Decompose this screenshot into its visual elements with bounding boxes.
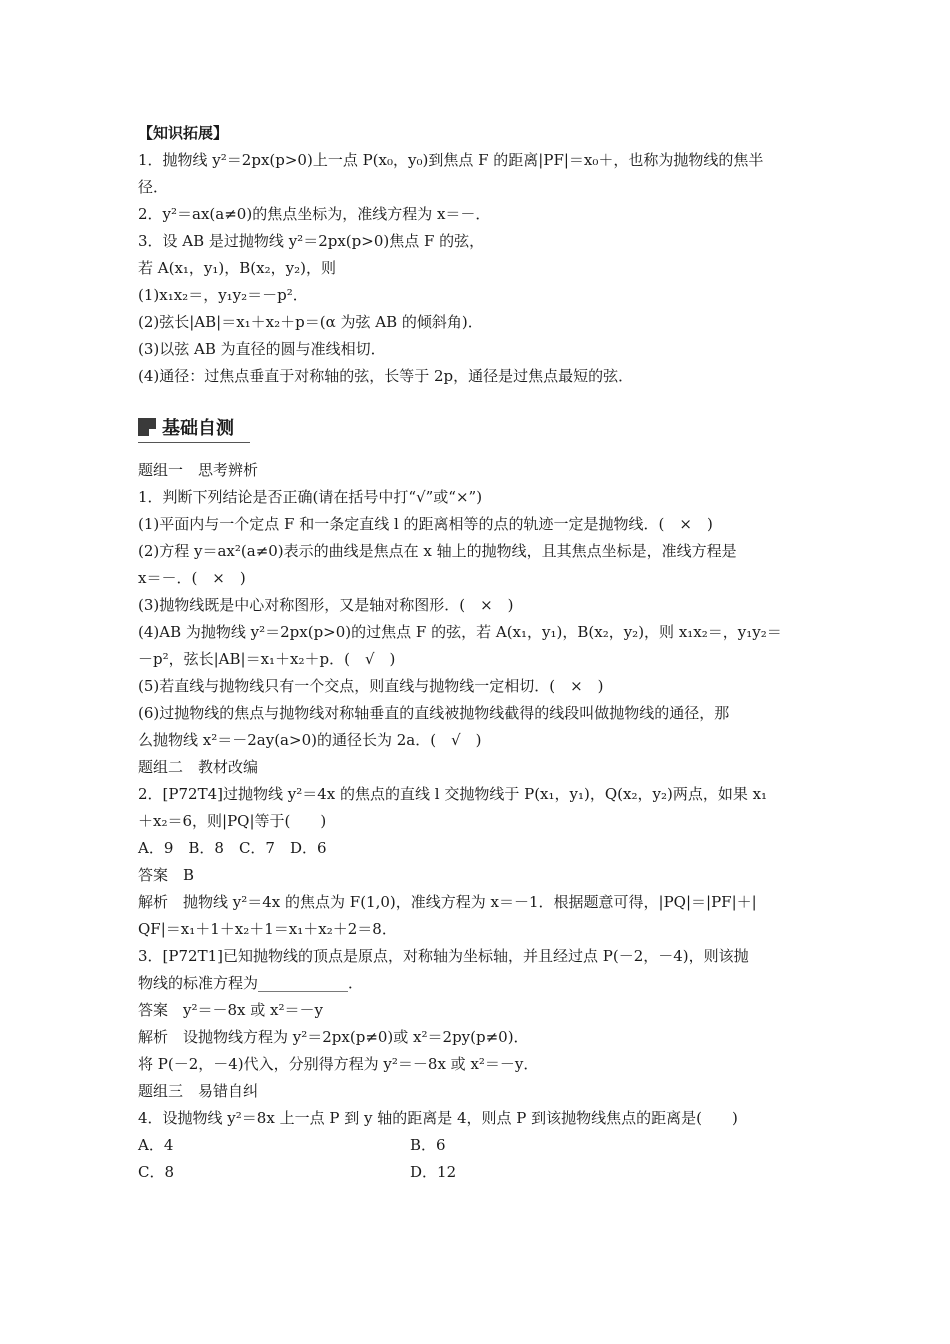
question-line: x＝－．( × ) (138, 569, 246, 587)
ext-line: (3)以弦 AB 为直径的圆与准线相切． (138, 340, 386, 358)
answer-line: 答案 y²＝－8x 或 x²＝－y (138, 1001, 323, 1019)
question-line: (5)若直线与抛物线只有一个交点，则直线与抛物线一定相切．( × ) (138, 677, 604, 695)
question-line: (4)AB 为抛物线 y²＝2px(p>0)的过焦点 F 的弦，若 A(x₁，y₁)，B(x₂，y₂)，则 x₁x₂＝，y₁y₂＝ (138, 623, 782, 641)
group-heading: 题组二 教材改编 (138, 758, 259, 776)
analysis-line: 将 P(－2，－4)代入，分别得方程为 y²＝－8x 或 x²＝－y． (138, 1055, 539, 1073)
question-line: 4．设抛物线 y²＝8x 上一点 P 到 y 轴的距离是 4，则点 P 到该抛物线焦点的距离是( ) (138, 1109, 738, 1127)
analysis-line: 解析 设抛物线方程为 y²＝2px(p≠0)或 x²＝2py(p≠0)． (138, 1028, 529, 1046)
answer-line: 答案 B (138, 866, 195, 884)
ext-line: 3．设 AB 是过抛物线 y²＝2px(p>0)焦点 F 的弦， (138, 232, 485, 250)
section-header (138, 414, 234, 440)
option-a: A．4 (138, 1136, 174, 1154)
option-b: B．6 (410, 1136, 446, 1154)
question-line: (3)抛物线既是中心对称图形，又是轴对称图形．( × ) (138, 596, 514, 614)
group-heading: 题组一 思考辨析 (138, 461, 259, 479)
section-title: 基础自测 (162, 418, 234, 439)
knowledge-extension-heading: 【知识拓展】 (138, 124, 229, 142)
analysis-line: 解析 抛物线 y²＝4x 的焦点为 F(1,0)，准线方程为 x＝－1．根据题意可得，|PQ|＝|PF|＋| (138, 893, 757, 911)
group-heading: 题组三 易错自纠 (138, 1082, 259, 1100)
question-line: ＋x₂＝6，则|PQ|等于( ) (138, 812, 327, 830)
ext-line: (2)弦长|AB|＝x₁＋x₂＋p＝(α 为弦 AB 的倾斜角)． (138, 313, 483, 331)
ext-line: 1．抛物线 y²＝2px(p>0)上一点 P(x₀，y₀)到焦点 F 的距离|PF|＝x₀＋，也称为抛物线的焦半 (138, 151, 764, 169)
section-underline (138, 442, 250, 443)
ext-line: (1)x₁x₂＝，y₁y₂＝－p²． (138, 286, 308, 304)
question-line: 3．[P72T1]已知抛物线的顶点是原点，对称轴为坐标轴，并且经过点 P(－2，－4)，则该抛 (138, 947, 749, 965)
question-line: (1)平面内与一个定点 F 和一条定直线 l 的距离相等的点的轨迹一定是抛物线．( × ) (138, 515, 713, 533)
question-line: －p²，弦长|AB|＝x₁＋x₂＋p．( √ ) (138, 650, 396, 668)
ext-line: 2．y²＝ax(a≠0)的焦点坐标为，准线方程为 x＝－． (138, 205, 491, 223)
options-line: A．9 B．8 C．7 D．6 (138, 839, 327, 857)
question-line: 2．[P72T4]过抛物线 y²＝4x 的焦点的直线 l 交抛物线于 P(x₁，y₁)，Q(x₂，y₂)两点，如果 x₁ (138, 785, 768, 803)
option-c: C．8 (138, 1163, 175, 1181)
ext-line: 若 A(x₁，y₁)，B(x₂，y₂)，则 (138, 259, 336, 277)
option-d: D．12 (410, 1163, 457, 1181)
question-line: (6)过抛物线的焦点与抛物线对称轴垂直的直线被抛物线截得的线段叫做抛物线的通径，那 (138, 704, 730, 722)
ext-line: 径． (138, 178, 169, 196)
ext-line: (4)通径：过焦点垂直于对称轴的弦，长等于 2p，通径是过焦点最短的弦． (138, 367, 634, 385)
question-line: 么抛物线 x²＝－2ay(a>0)的通径长为 2a．( √ ) (138, 731, 482, 749)
question-line: (2)方程 y＝ax²(a≠0)表示的曲线是焦点在 x 轴上的抛物线，且其焦点坐标是，准线方程是 (138, 542, 737, 560)
section-square-icon (138, 418, 156, 436)
question-line: 物线的标准方程为____________． (138, 974, 364, 992)
analysis-line: QF|＝x₁＋1＋x₂＋1＝x₁＋x₂＋2＝8． (138, 920, 397, 938)
question-line: 1．判断下列结论是否正确(请在括号中打“√”或“×”) (138, 488, 483, 506)
